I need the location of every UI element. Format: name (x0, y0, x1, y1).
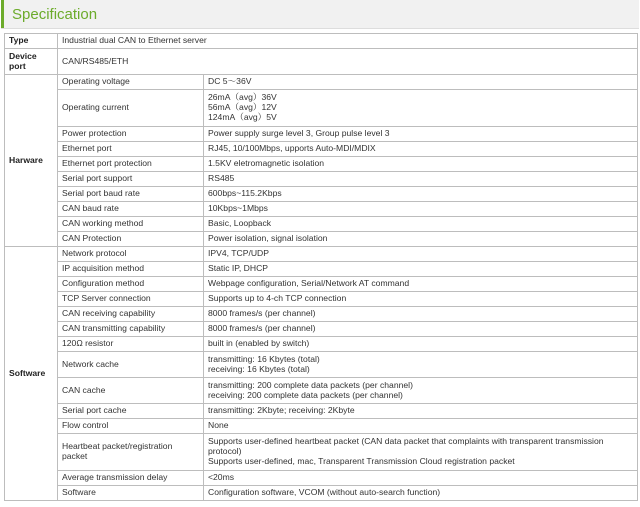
table-row (5, 486, 638, 501)
table-row (5, 352, 638, 378)
table-row (5, 434, 638, 471)
table-row (5, 232, 638, 247)
spec-label: Configuration method (58, 277, 204, 292)
spec-value: Supports up to 4-ch TCP connection (204, 292, 638, 307)
spec-label: TCP Server connection (58, 292, 204, 307)
spec-value: RJ45, 10/100Mbps, upports Auto-MDI/MDIX (204, 142, 638, 157)
spec-label: CAN Protection (58, 232, 204, 247)
table-row (5, 127, 638, 142)
hardware-category: Harware (5, 75, 58, 247)
spec-label: Operating current (58, 90, 204, 127)
spec-value: 1.5KV eletromagnetic isolation (204, 157, 638, 172)
header-accent-bar (1, 0, 4, 28)
spec-label: Serial port cache (58, 404, 204, 419)
spec-value: Configuration software, VCOM (without auto-search function) (204, 486, 638, 501)
spec-value: Basic, Loopback (204, 217, 638, 232)
type-value: Industrial dual CAN to Ethernet server (58, 34, 638, 49)
device-port-label: Device port (5, 49, 58, 75)
spec-value: 8000 frames/s (per channel) (204, 322, 638, 337)
spec-value: Power supply surge level 3, Group pulse level 3 (204, 127, 638, 142)
spec-value: transmitting: 16 Kbytes (total) receiving: 16 Kbytes (total) (204, 352, 638, 378)
table-row (5, 202, 638, 217)
spec-label: Serial port support (58, 172, 204, 187)
spec-value: transmitting: 2Kbyte; receiving: 2Kbyte (204, 404, 638, 419)
spec-label: Network cache (58, 352, 204, 378)
spec-value: <20ms (204, 471, 638, 486)
table-row (5, 262, 638, 277)
software-category: Software (5, 247, 58, 501)
spec-value: DC 5～36V (204, 75, 638, 90)
table-row (5, 419, 638, 434)
spec-value: 8000 frames/s (per channel) (204, 307, 638, 322)
table-row (5, 337, 638, 352)
table-row (5, 187, 638, 202)
spec-label: Serial port baud rate (58, 187, 204, 202)
table-row (5, 247, 638, 262)
spec-value: 26mA（avg）36V 56mA（avg）12V 124mA（avg）5V (204, 90, 638, 127)
spec-value: RS485 (204, 172, 638, 187)
table-row (5, 292, 638, 307)
spec-label: Heartbeat packet/registration packet (58, 434, 204, 471)
spec-value: Supports user-defined heartbeat packet (CAN data packet that complaints with transparent transmission protocol) Supports user-defined, mac, Transparent Transmission Cloud registration packet (204, 434, 638, 471)
spec-label: Software (58, 486, 204, 501)
spec-header (1, 0, 639, 29)
table-row (5, 90, 638, 127)
spec-label: Ethernet port protection (58, 157, 204, 172)
spec-table (4, 33, 638, 501)
spec-value: 600bps~115.2Kbps (204, 187, 638, 202)
spec-label: IP acquisition method (58, 262, 204, 277)
table-row (5, 75, 638, 90)
table-row (5, 307, 638, 322)
table-row (5, 378, 638, 404)
spec-label: CAN baud rate (58, 202, 204, 217)
spec-value: IPV4, TCP/UDP (204, 247, 638, 262)
table-row (5, 322, 638, 337)
type-label: Type (5, 34, 58, 49)
table-row (5, 49, 638, 75)
spec-label: Operating voltage (58, 75, 204, 90)
spec-label: CAN transmitting capability (58, 322, 204, 337)
spec-value: transmitting: 200 complete data packets (per channel) receiving: 200 complete data packets (per channel) (204, 378, 638, 404)
table-row (5, 34, 638, 49)
spec-label: CAN working method (58, 217, 204, 232)
spec-label: Flow control (58, 419, 204, 434)
page-title: Specification (12, 5, 98, 23)
device-port-value: CAN/RS485/ETH (58, 49, 638, 75)
table-row (5, 404, 638, 419)
table-row (5, 157, 638, 172)
spec-value: Static IP, DHCP (204, 262, 638, 277)
spec-value: None (204, 419, 638, 434)
spec-label: 120Ω resistor (58, 337, 204, 352)
spec-value: Webpage configuration, Serial/Network AT command (204, 277, 638, 292)
table-row (5, 277, 638, 292)
spec-label: CAN receiving capability (58, 307, 204, 322)
spec-label: Ethernet port (58, 142, 204, 157)
table-row (5, 142, 638, 157)
spec-label: CAN cache (58, 378, 204, 404)
spec-value: built in (enabled by switch) (204, 337, 638, 352)
spec-label: Power protection (58, 127, 204, 142)
spec-value: 10Kbps~1Mbps (204, 202, 638, 217)
spec-value: Power isolation, signal isolation (204, 232, 638, 247)
table-row (5, 172, 638, 187)
table-row (5, 471, 638, 486)
spec-label: Network protocol (58, 247, 204, 262)
spec-label: Average transmission delay (58, 471, 204, 486)
table-row (5, 217, 638, 232)
